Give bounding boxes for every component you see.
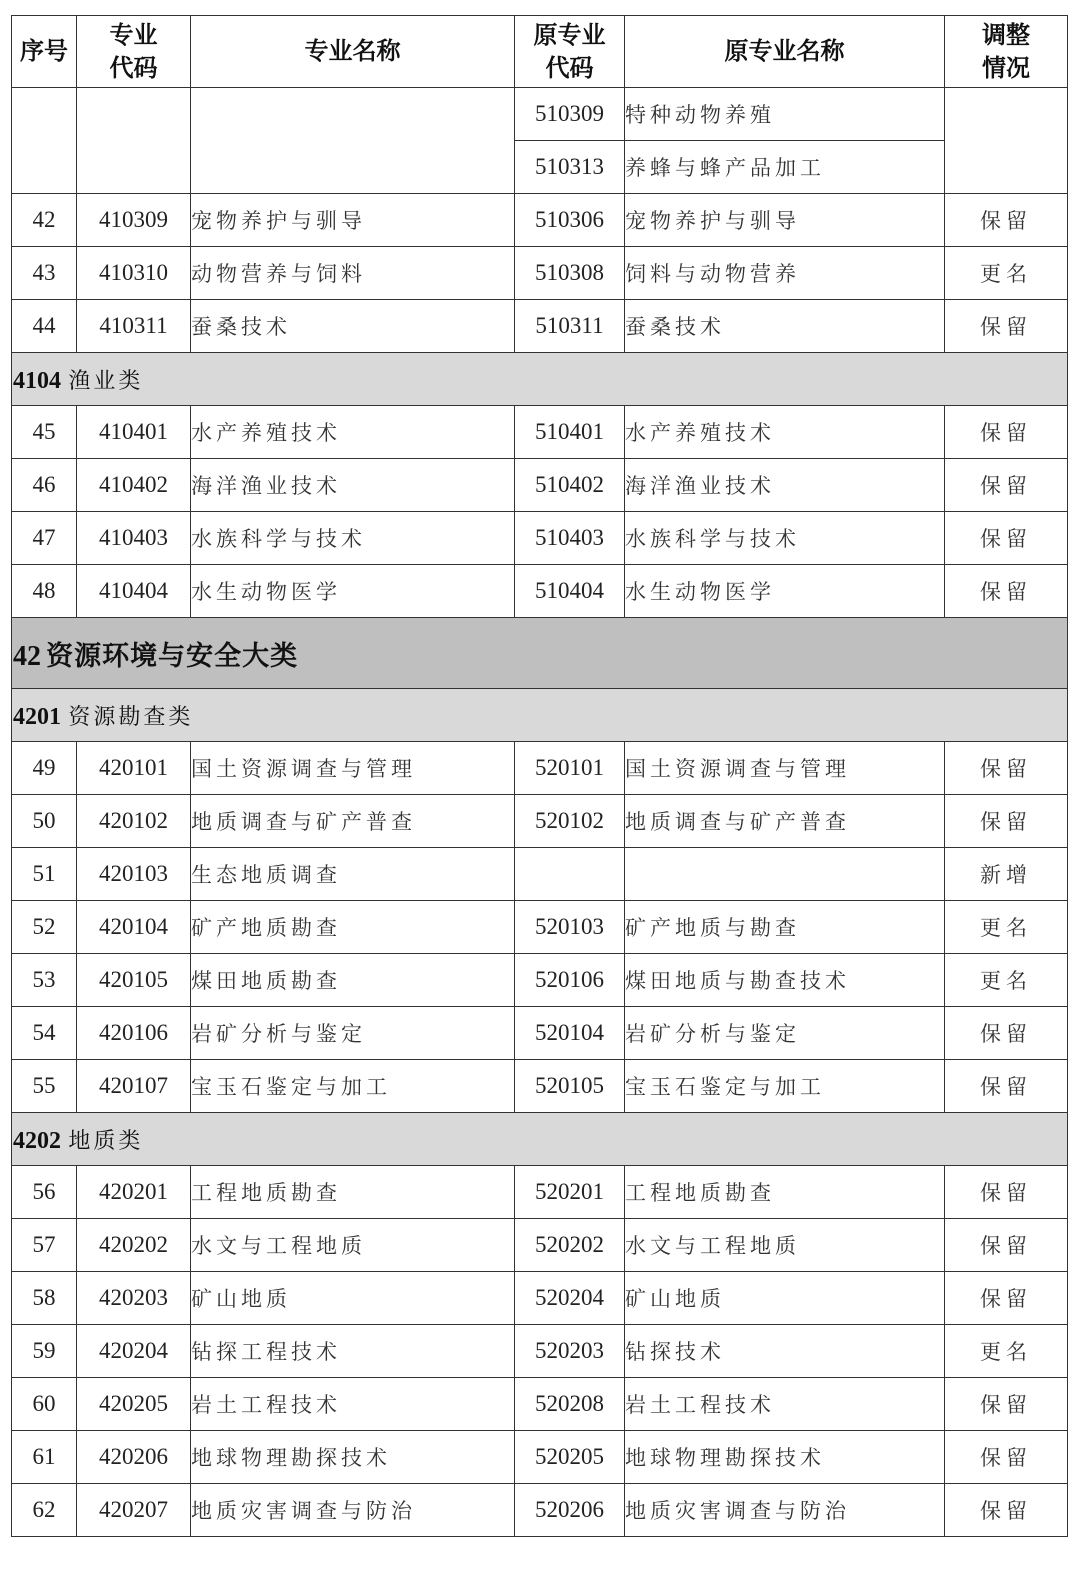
cell-code: 410403 [77, 512, 191, 565]
cell-seq: 46 [12, 459, 77, 512]
cell-orig-code: 520102 [515, 795, 625, 848]
table-row [12, 512, 1068, 565]
cell-name: 工程地质勘查 [191, 1166, 515, 1219]
table-row [12, 1484, 1068, 1537]
cell-orig-code: 520203 [515, 1325, 625, 1378]
cell-orig-name: 煤田地质与勘查技术 [625, 954, 945, 1007]
cell-status: 保留 [945, 459, 1068, 512]
cell-name-empty [191, 88, 515, 194]
major-category-row-42 [12, 618, 1068, 689]
table-row [12, 247, 1068, 300]
cell-name: 动物营养与饲料 [191, 247, 515, 300]
table-row [12, 1060, 1068, 1113]
header-status: 调整 情况 [945, 16, 1068, 88]
cell-orig-code: 520201 [515, 1166, 625, 1219]
table-row [12, 1378, 1068, 1431]
category-cell [12, 689, 1068, 742]
cell-orig-code: 510313 [515, 141, 625, 194]
cell-name: 矿山地质 [191, 1272, 515, 1325]
cell-status: 保留 [945, 1272, 1068, 1325]
cell-seq: 45 [12, 406, 77, 459]
cell-orig-name: 地质调查与矿产普查 [625, 795, 945, 848]
table-row [12, 1325, 1068, 1378]
cell-code: 420107 [77, 1060, 191, 1113]
cell-orig-code: 520206 [515, 1484, 625, 1537]
table-row [12, 1272, 1068, 1325]
cell-orig-code: 510308 [515, 247, 625, 300]
cell-status: 保留 [945, 1166, 1068, 1219]
cell-seq: 47 [12, 512, 77, 565]
major-adjustment-table [11, 15, 1068, 1537]
cell-code: 420102 [77, 795, 191, 848]
cell-orig-code: 510403 [515, 512, 625, 565]
cell-code-empty [77, 88, 191, 194]
category-label: 资源环境与安全大类 [46, 640, 299, 672]
cell-orig-code [515, 848, 625, 901]
cell-name: 地质调查与矿产普查 [191, 795, 515, 848]
cell-name: 岩土工程技术 [191, 1378, 515, 1431]
cell-name: 钻探工程技术 [191, 1325, 515, 1378]
cell-orig-name: 养蜂与蜂产品加工 [625, 141, 945, 194]
table-row [12, 1007, 1068, 1060]
cell-orig-name: 水族科学与技术 [625, 512, 945, 565]
cell-seq: 49 [12, 742, 77, 795]
cell-seq: 42 [12, 194, 77, 247]
cell-status: 保留 [945, 1431, 1068, 1484]
cell-code: 410402 [77, 459, 191, 512]
cell-orig-name: 宝玉石鉴定与加工 [625, 1060, 945, 1113]
header-orig-name: 原专业名称 [625, 16, 945, 88]
cell-orig-name: 水产养殖技术 [625, 406, 945, 459]
cell-name: 宠物养护与驯导 [191, 194, 515, 247]
header-name: 专业名称 [191, 16, 515, 88]
cell-status: 保留 [945, 406, 1068, 459]
cell-name: 矿产地质勘查 [191, 901, 515, 954]
cell-name: 岩矿分析与鉴定 [191, 1007, 515, 1060]
cell-code: 420106 [77, 1007, 191, 1060]
cell-orig-name: 宠物养护与驯导 [625, 194, 945, 247]
cell-status-empty [945, 88, 1068, 194]
table-row [12, 954, 1068, 1007]
cell-orig-code: 520204 [515, 1272, 625, 1325]
table-row [12, 194, 1068, 247]
cell-status: 保留 [945, 1378, 1068, 1431]
cell-orig-code: 520105 [515, 1060, 625, 1113]
cell-code: 410404 [77, 565, 191, 618]
cell-orig-code: 520104 [515, 1007, 625, 1060]
category-cell [12, 353, 1068, 406]
cell-status: 保留 [945, 300, 1068, 353]
cell-code: 420201 [77, 1166, 191, 1219]
cell-code: 410309 [77, 194, 191, 247]
cell-status: 保留 [945, 1007, 1068, 1060]
cell-orig-code: 510404 [515, 565, 625, 618]
cell-seq: 48 [12, 565, 77, 618]
cell-seq: 57 [12, 1219, 77, 1272]
cell-name: 宝玉石鉴定与加工 [191, 1060, 515, 1113]
cell-orig-code: 510402 [515, 459, 625, 512]
header-orig-code: 原专业 代码 [515, 16, 625, 88]
table-row [12, 565, 1068, 618]
cell-seq-empty [12, 88, 77, 194]
cell-orig-code: 520205 [515, 1431, 625, 1484]
cell-code: 420205 [77, 1378, 191, 1431]
cell-orig-code: 510306 [515, 194, 625, 247]
category-label: 渔业类 [68, 368, 144, 394]
cell-code: 420202 [77, 1219, 191, 1272]
cell-name: 海洋渔业技术 [191, 459, 515, 512]
cell-code: 420104 [77, 901, 191, 954]
cell-status: 新增 [945, 848, 1068, 901]
cell-status: 保留 [945, 194, 1068, 247]
cell-orig-code: 510311 [515, 300, 625, 353]
cell-name: 水族科学与技术 [191, 512, 515, 565]
cell-orig-name: 饲料与动物营养 [625, 247, 945, 300]
table-row [12, 459, 1068, 512]
cell-orig-name [625, 848, 945, 901]
cell-orig-name: 工程地质勘查 [625, 1166, 945, 1219]
cell-orig-code: 510309 [515, 88, 625, 141]
subcategory-row-4202 [12, 1113, 1068, 1166]
cell-status: 保留 [945, 565, 1068, 618]
cell-orig-code: 520103 [515, 901, 625, 954]
cell-seq: 52 [12, 901, 77, 954]
cell-name: 地质灾害调查与防治 [191, 1484, 515, 1537]
cell-orig-name: 水文与工程地质 [625, 1219, 945, 1272]
cell-code: 420206 [77, 1431, 191, 1484]
cell-status: 更名 [945, 247, 1068, 300]
cell-status: 更名 [945, 1325, 1068, 1378]
cell-seq: 55 [12, 1060, 77, 1113]
category-code: 4104 [13, 367, 61, 394]
cell-seq: 60 [12, 1378, 77, 1431]
cell-orig-code: 520208 [515, 1378, 625, 1431]
cell-orig-name: 地质灾害调查与防治 [625, 1484, 945, 1537]
category-code: 4202 [13, 1127, 61, 1154]
cell-seq: 44 [12, 300, 77, 353]
cell-status: 保留 [945, 512, 1068, 565]
table-row [12, 300, 1068, 353]
cell-code: 420207 [77, 1484, 191, 1537]
cell-status: 更名 [945, 954, 1068, 1007]
cell-code: 420204 [77, 1325, 191, 1378]
table-row [12, 1431, 1068, 1484]
table-row [12, 901, 1068, 954]
category-cell [12, 1113, 1068, 1166]
category-cell [12, 618, 1068, 689]
cell-name: 地球物理勘探技术 [191, 1431, 515, 1484]
cell-name: 煤田地质勘查 [191, 954, 515, 1007]
subcategory-row-4104 [12, 353, 1068, 406]
table-row-continuation [12, 88, 1068, 141]
cell-name: 生态地质调查 [191, 848, 515, 901]
cell-status: 保留 [945, 1060, 1068, 1113]
cell-name: 水产养殖技术 [191, 406, 515, 459]
cell-name: 水生动物医学 [191, 565, 515, 618]
cell-seq: 43 [12, 247, 77, 300]
cell-seq: 56 [12, 1166, 77, 1219]
header-code: 专业 代码 [77, 16, 191, 88]
cell-status: 保留 [945, 795, 1068, 848]
subcategory-row-4201 [12, 689, 1068, 742]
cell-orig-name: 国土资源调查与管理 [625, 742, 945, 795]
cell-status: 保留 [945, 1219, 1068, 1272]
cell-seq: 62 [12, 1484, 77, 1537]
cell-status: 保留 [945, 742, 1068, 795]
cell-orig-name: 矿山地质 [625, 1272, 945, 1325]
cell-seq: 58 [12, 1272, 77, 1325]
cell-orig-name: 岩土工程技术 [625, 1378, 945, 1431]
cell-seq: 50 [12, 795, 77, 848]
cell-code: 420101 [77, 742, 191, 795]
table-row [12, 742, 1068, 795]
cell-orig-name: 岩矿分析与鉴定 [625, 1007, 945, 1060]
cell-orig-name: 海洋渔业技术 [625, 459, 945, 512]
header-seq: 序号 [12, 16, 77, 88]
cell-orig-name: 水生动物医学 [625, 565, 945, 618]
cell-orig-name: 钻探技术 [625, 1325, 945, 1378]
cell-seq: 54 [12, 1007, 77, 1060]
cell-orig-name: 地球物理勘探技术 [625, 1431, 945, 1484]
category-label: 地质类 [68, 1128, 144, 1154]
cell-status: 保留 [945, 1484, 1068, 1537]
category-label: 资源勘查类 [68, 704, 194, 730]
cell-orig-code: 520106 [515, 954, 625, 1007]
cell-status: 更名 [945, 901, 1068, 954]
table-row [12, 795, 1068, 848]
table-header-row [12, 16, 1068, 88]
cell-code: 420103 [77, 848, 191, 901]
cell-seq: 53 [12, 954, 77, 1007]
cell-seq: 59 [12, 1325, 77, 1378]
cell-code: 410401 [77, 406, 191, 459]
category-code: 42 [13, 640, 41, 672]
cell-orig-name: 矿产地质与勘查 [625, 901, 945, 954]
table-row [12, 1219, 1068, 1272]
cell-name: 国土资源调查与管理 [191, 742, 515, 795]
cell-orig-code: 520101 [515, 742, 625, 795]
cell-code: 410310 [77, 247, 191, 300]
cell-seq: 51 [12, 848, 77, 901]
cell-code: 420105 [77, 954, 191, 1007]
cell-seq: 61 [12, 1431, 77, 1484]
table-row [12, 848, 1068, 901]
cell-orig-name: 蚕桑技术 [625, 300, 945, 353]
cell-orig-code: 510401 [515, 406, 625, 459]
cell-name: 蚕桑技术 [191, 300, 515, 353]
cell-orig-code: 520202 [515, 1219, 625, 1272]
cell-name: 水文与工程地质 [191, 1219, 515, 1272]
category-code: 4201 [13, 703, 61, 730]
cell-orig-name: 特种动物养殖 [625, 88, 945, 141]
cell-code: 410311 [77, 300, 191, 353]
cell-code: 420203 [77, 1272, 191, 1325]
table-row [12, 1166, 1068, 1219]
table-row [12, 406, 1068, 459]
